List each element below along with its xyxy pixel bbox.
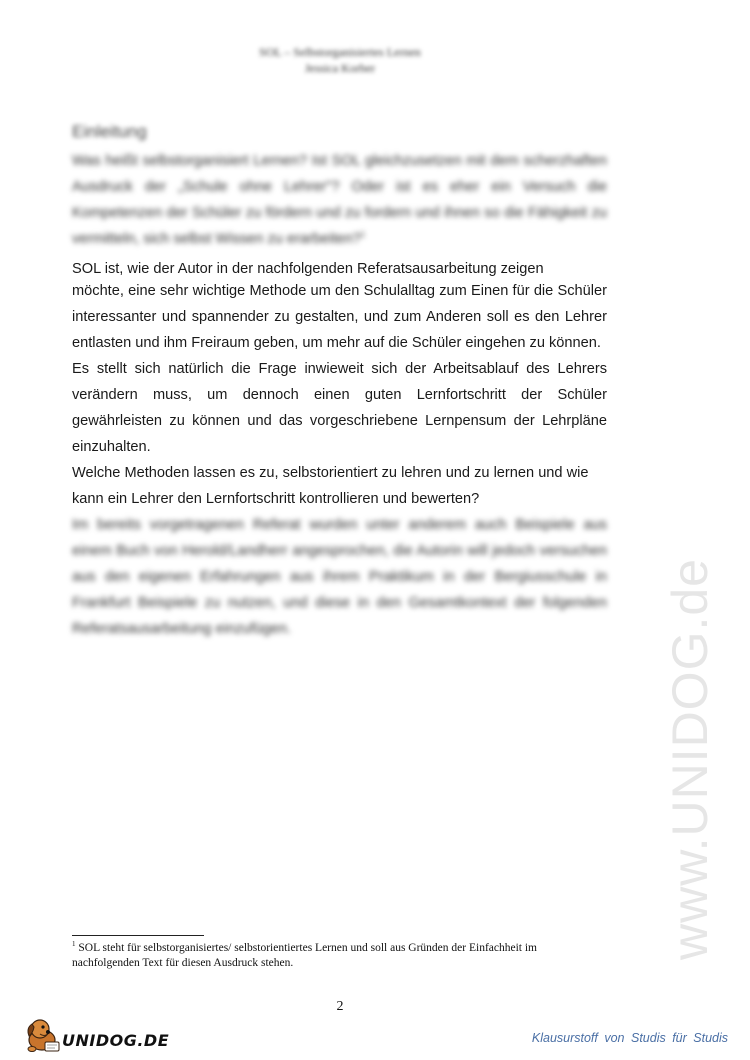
header-title: SOL – Selbstorganisiertes Lernen [259,45,421,59]
paragraph-1-first-line [72,252,607,278]
watermark: www.UNIDOG.de [662,558,718,960]
header-author: Jessica Korber [304,61,376,75]
paragraph-2: Es stellt sich natürlich die Frage inwieweit sich der Arbeitsablauf des Lehrers verändern muss, um dennoch einen guten Lernfortschritt der Schüler gewährleisten zu können und das vorgeschriebene Lernpensum der Lehrpläne einzuhalten. [72,361,607,455]
intro-paragraph-blurred [72,148,607,252]
tagline: Klausurstoff von Studis für Studis [531,1031,728,1045]
paragraph-1-first-line-text: SOL ist, wie der Autor in der nachfolgenden Referatsausarbeitung zeigen [72,261,544,277]
main-content [72,122,607,642]
section-title: Einleitung [72,122,147,141]
logo-text: UNIDOG.DE [62,1031,170,1050]
footnote-text: SOL steht für selbstorganisiertes/ selbstorientiertes Lernen und soll aus Gründen der Einfachheit im nachfolgenden Text für diesen Ausdruck stehen. [72,942,537,969]
footnote-divider [72,935,204,936]
dog-mascot-icon [18,1014,62,1054]
closing-paragraph-blurred: Im bereits vorgetragenen Referat wurden unter anderem auch Beispiele aus einem Buch von Herold/Landherr angesprochen, die Autorin will jedoch versuchen aus den eigenen Erfahrungen aus ihrem Praktikum in der Bergiusschule in Frankfurt Beispiele zu nutzen, und diese in den Gesamtkontext der folgenden Referatsausarbeitung einzufügen. [72,517,607,637]
intro-footnote-ref: 1 [360,230,366,240]
footnote [72,941,592,971]
paragraph-3-last-line-text: kann ein Lehrer den Lernfortschritt kontrollieren und bewerten? [72,491,480,506]
paragraph-3-last-line [72,486,607,506]
unidog-logo[interactable] [18,1014,168,1054]
paragraph-1-rest: möchte, eine sehr wichtige Methode um den Schulalltag zum Einen für die Schüler interessanter und spannender zu gestalten, und zum Anderen soll es den Lehrer entlasten und ihm Freiraum geben, um mehr auf die Schüler eingehen zu können. [72,283,607,351]
footnote-marker: 1 [72,940,76,949]
paragraph-3-first-line: Welche Methoden lassen es zu, selbstorientiert zu lehren und zu lernen und wie [72,465,589,481]
page-header [0,44,680,76]
intro-text: Was heißt selbstorganisiert Lernen? Ist SOL gleichzusetzen mit dem scherzhaften Ausdruck der „Schule ohne Lehrer"? Oder ist es eher ein Versuch die Kompetenzen der Schüler zu fördern und zu fordern und ihnen so die Fähigkeit zu vermitteln, sich selbst Wissen zu erarbeiten? [72,153,607,247]
page-number: 2 [336,999,344,1014]
